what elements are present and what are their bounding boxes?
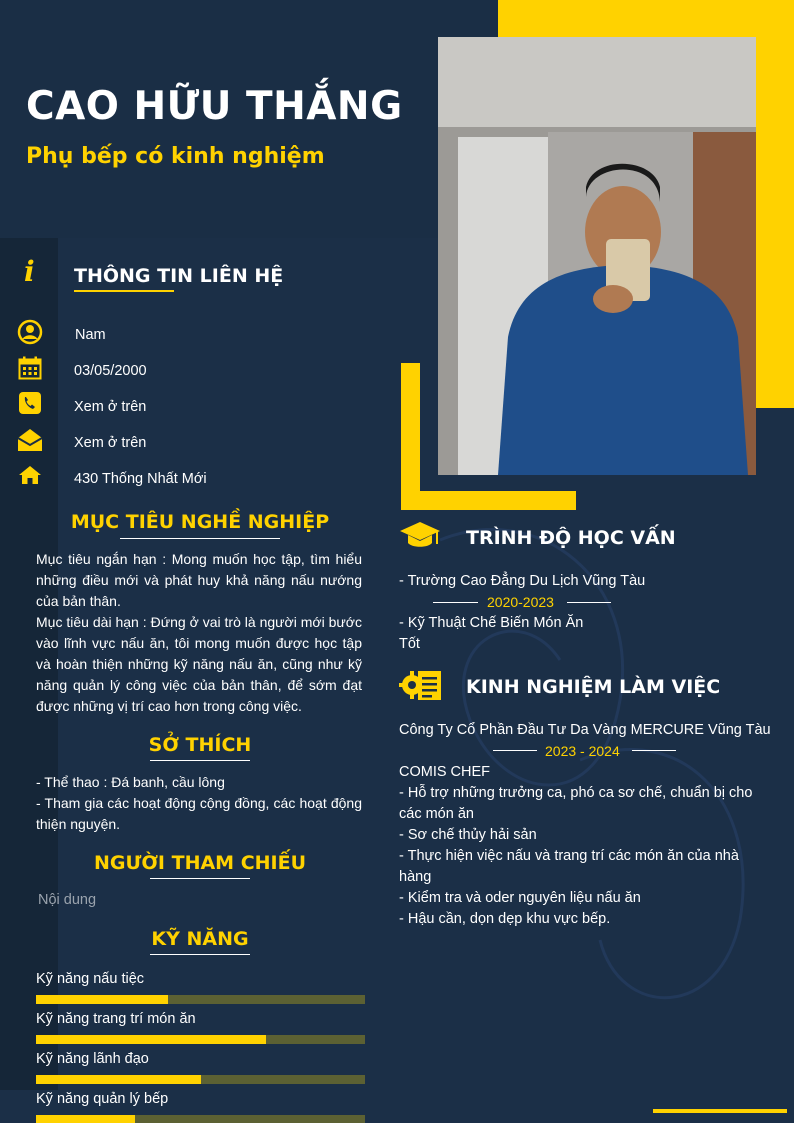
contact-phone: Xem ở trên (74, 399, 147, 415)
experience-duty: - Hậu cần, dọn dẹp khu vực bếp. (399, 911, 611, 927)
education-major: - Kỹ Thuật Chế Biến Món Ăn (399, 615, 584, 631)
skill-bar (36, 995, 365, 1004)
experience-duty: - Kiểm tra và oder nguyên liệu nấu ăn (399, 890, 641, 906)
contact-email: Xem ở trên (74, 435, 147, 451)
education-years-line-left (433, 602, 478, 603)
email-icon (17, 428, 43, 452)
education-years-line-right (567, 602, 611, 603)
objective-short-term: Mục tiêu ngắn hạn : Mong muốn học tập, tìm hiểu những điều mới và phát huy khả năng nấu nướng của bản thân. (36, 551, 362, 609)
contact-section-title: THÔNG TIN LIÊN HỆ (74, 265, 284, 287)
skill-bar-fill (36, 1115, 135, 1123)
experience-years-line-left (493, 750, 537, 751)
calendar-icon (18, 356, 42, 380)
experience-company: Công Ty Cổ Phần Đầu Tư Da Vàng MERCURE Vũng Tàu (399, 722, 771, 738)
education-section-title: TRÌNH ĐỘ HỌC VẤN (466, 527, 676, 549)
experience-section-title: KINH NGHIỆM LÀM VIỆC (466, 676, 721, 698)
skill-bar-fill (36, 1075, 201, 1084)
skills-section-title: KỸ NĂNG (151, 928, 249, 950)
skill-label: Kỹ năng lãnh đạo (36, 1051, 149, 1067)
references-title-underline (150, 878, 250, 879)
education-grade: Tốt (399, 636, 420, 652)
skill-bar-fill (36, 995, 168, 1004)
education-years: 2020-2023 (487, 594, 554, 610)
contact-birthdate: 03/05/2000 (74, 363, 147, 379)
experience-duty: - Sơ chế thủy hải sản (399, 827, 537, 843)
experience-duty: - Hỗ trợ những trưởng ca, phó ca sơ chế, chuẩn bị cho các món ăn (399, 785, 753, 822)
user-icon (17, 319, 43, 345)
experience-years: 2023 - 2024 (545, 743, 620, 759)
education-school: - Trường Cao Đẳng Du Lịch Vũng Tàu (399, 573, 646, 589)
hobbies-section-title: SỞ THÍCH (148, 734, 252, 756)
hobbies-title-underline (150, 760, 250, 761)
hobby-item: - Thể thao : Đá banh, cầu lông (36, 774, 225, 790)
graduation-cap-icon (399, 521, 441, 551)
contact-address: 430 Thống Nhất Mới (74, 471, 207, 487)
skills-title-underline (150, 954, 250, 955)
references-section-title: NGƯỜI THAM CHIẾU (93, 852, 307, 874)
experience-duty: - Thực hiện việc nấu và trang trí các món ăn của nhà hàng (399, 848, 739, 885)
experience-position: COMIS CHEF (399, 764, 491, 780)
profile-photo (438, 37, 756, 475)
info-icon: i (24, 255, 35, 288)
phone-icon (19, 392, 41, 414)
job-title: Phụ bếp có kinh nghiệm (26, 144, 325, 169)
experience-years-line-right (632, 750, 676, 751)
hobby-item: - Tham gia các hoạt động cộng đồng, các hoạt động thiện nguyện. (36, 795, 362, 832)
objective-section-title: MỤC TIÊU NGHỀ NGHIỆP (70, 511, 330, 533)
skill-label: Kỹ năng nấu tiệc (36, 971, 145, 987)
briefcase-gear-icon (399, 668, 443, 702)
candidate-name: CAO HỮU THẮNG (26, 84, 403, 129)
yellow-footer-line (653, 1109, 787, 1113)
references-content: Nội dung (38, 892, 97, 908)
skill-bar (36, 1115, 365, 1123)
objective-long-term: Mục tiêu dài hạn : Đứng ở vai trò là người mới bước vào lĩnh vực nấu ăn, tôi mong muốn được học tập và hoàn thiện những kỹ năng nấu ăn, cũng như kỹ năng quản lý công việc của bản thân, để sớm đạt được những vị trí cao hơn trong công việc. (36, 614, 362, 714)
contact-gender: Nam (75, 327, 106, 343)
skill-label: Kỹ năng trang trí món ăn (36, 1011, 196, 1027)
skill-label: Kỹ năng quản lý bếp (36, 1091, 169, 1107)
profile-photo-placeholder (438, 37, 756, 475)
skill-bar (36, 1075, 365, 1084)
objective-title-underline (120, 538, 280, 539)
skill-bar-fill (36, 1035, 266, 1044)
home-icon (18, 465, 42, 485)
contact-title-underline (74, 290, 174, 292)
skill-bar (36, 1035, 365, 1044)
